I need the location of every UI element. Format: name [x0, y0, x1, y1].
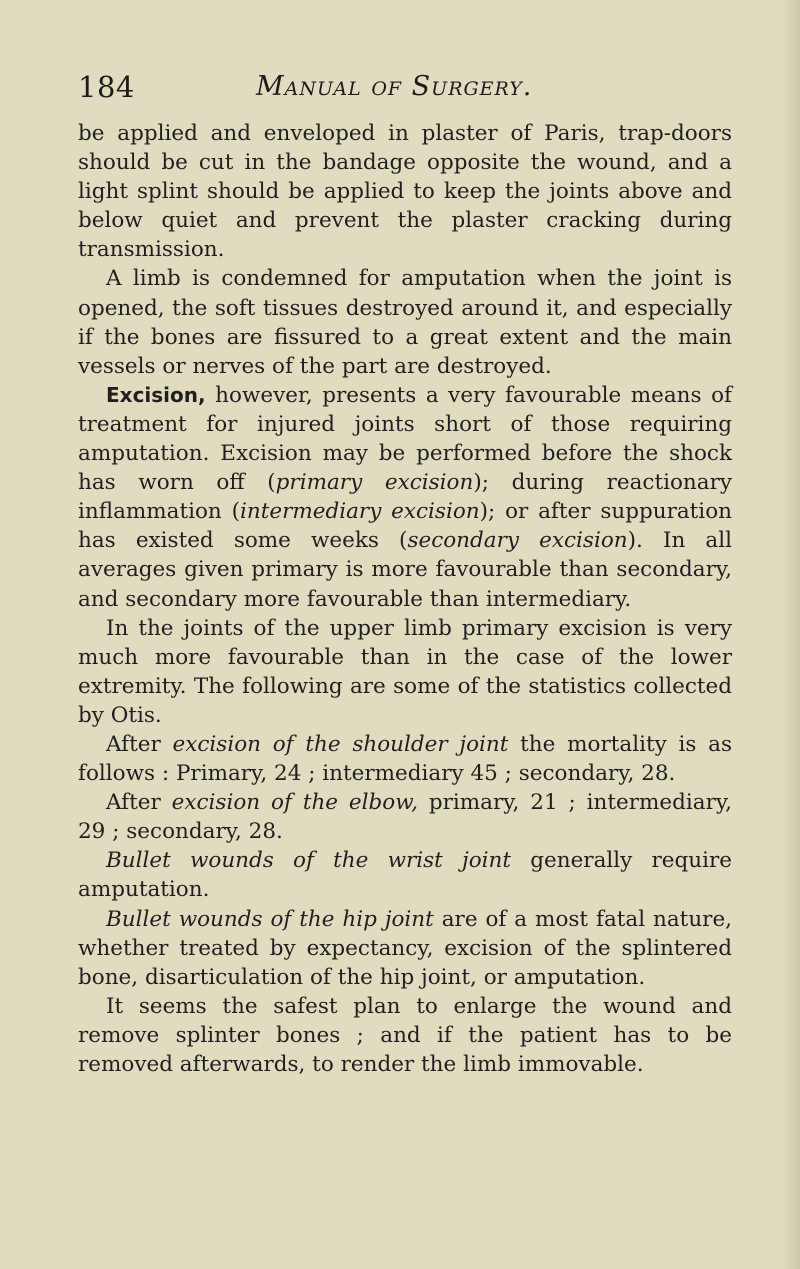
italic-term: primary excision [275, 470, 474, 496]
italic-term: Bullet wounds of the hip joint [106, 906, 434, 932]
text-span: are of a most fatal nature, whether treated by expectancy, excision of the splintered bone, disarticulation of the hip joint, or amputation. [78, 906, 733, 990]
page-header [78, 70, 738, 110]
italic-term: intermediary excision [239, 499, 480, 525]
paragraph-elbow [78, 788, 732, 846]
page-number: 184 [78, 70, 135, 104]
italic-term: Bullet wounds of the wrist joint [106, 848, 512, 874]
text-span: After [106, 731, 173, 757]
text-span: the mortality is as follows : Primary, 24 ; intermediary 45 ; secondary, 28. [78, 731, 733, 787]
text-span: ). In all averages given primary is more favourable than secondary, and secondary more favourable than intermediary. [78, 528, 732, 612]
paragraph-amputation: A limb is condemned for amputation when the joint is opened, the soft tissues destroyed around it, and especially if the bones are fissured to a great extent and the main vessels or nerves of the part are destroyed. [78, 266, 732, 379]
paragraph-shoulder [78, 730, 732, 788]
running-head: Manual of Surgery. [256, 71, 533, 102]
page-edge-shadow [782, 0, 800, 1269]
text-span: ); or after suppuration has existed some weeks ( [78, 499, 732, 554]
italic-term: secondary excision [407, 528, 628, 554]
italic-term: excision of the shoulder joint [172, 731, 509, 757]
text-span: generally require amputation. [78, 848, 732, 903]
text-span: ); during reactionary inflammation ( [78, 470, 732, 525]
paragraph-upper-limb: In the joints of the upper limb primary excision is very much more favourable than in the case of the lower extremity. The following are some of the statistics collected by Otis. [78, 615, 732, 728]
text-span: After [106, 790, 172, 816]
paragraph-wrist [78, 846, 732, 904]
excision-lead-term: Excision, [106, 382, 206, 407]
italic-term: excision of the elbow, [171, 790, 418, 816]
body-text [78, 119, 732, 1079]
paragraph-excision [78, 381, 732, 614]
text-span: primary, 21 ; intermediary, 29 ; secondary, 28. [78, 790, 732, 845]
text-span: however, presents a very favourable means of treatment for injured joints short of those requiring amputation. Excision may be performed before the shock has worn off ( [78, 382, 732, 496]
paragraph-continuation: be applied and enveloped in plaster of Paris, trap-doors should be cut in the bandage opposite the wound, and a light splint should be applied to keep the joints above and below quiet and prevent the plaster cracking during transmission. [78, 121, 732, 263]
paragraph-hip [78, 905, 732, 992]
paragraph-safest-plan: It seems the safest plan to enlarge the wound and remove splinter bones ; and if the patient has to be removed afterwards, to render the limb immovable. [78, 993, 732, 1077]
